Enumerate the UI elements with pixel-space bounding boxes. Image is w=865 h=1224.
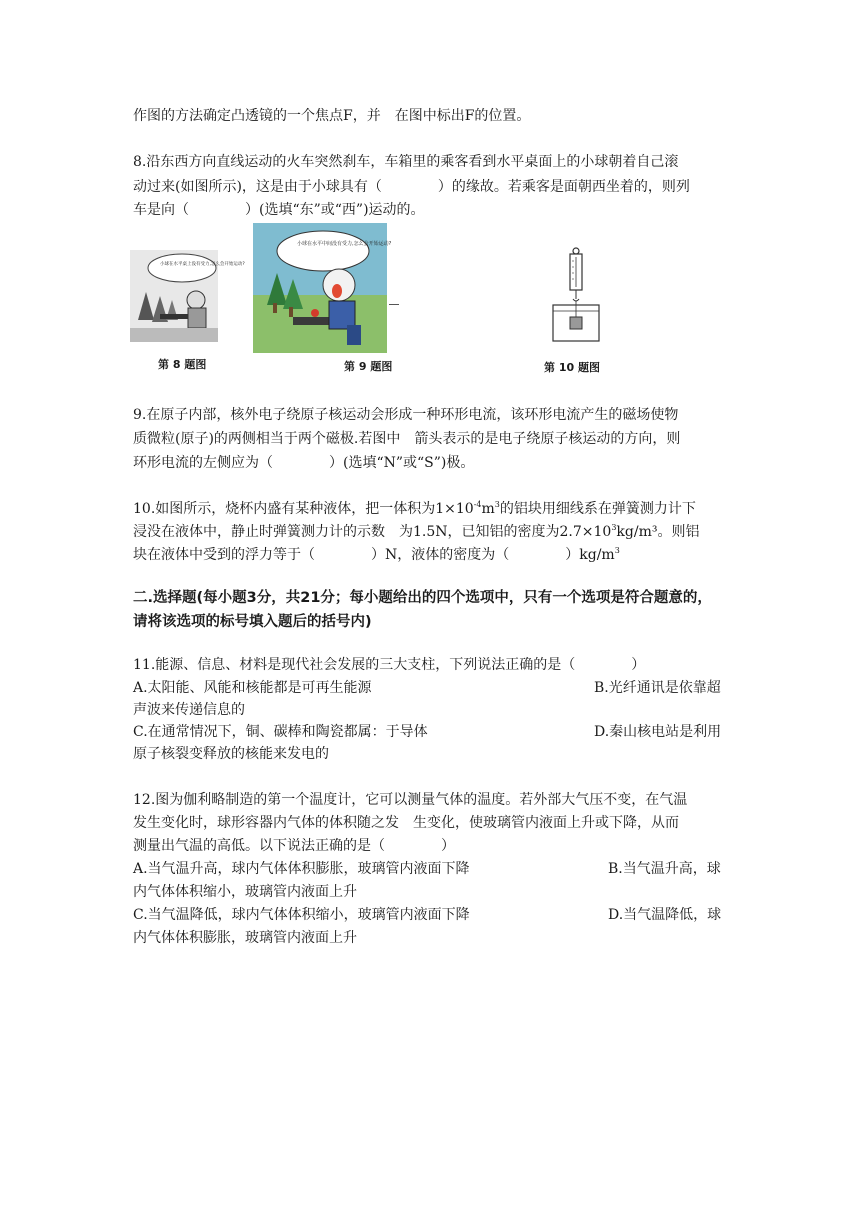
question-8-line-3: 车是向（ ）(选填“东”或“西”)运动的。: [133, 202, 425, 218]
question-9-line-3: 环形电流的左侧应为（ ）(选填“N”或“S”)极。: [133, 455, 475, 471]
question-11-option-d: D.秦山核电站是利用: [594, 724, 722, 740]
figure-8-bubble-text: 小球在水平桌上没有受力,怎么会开始运动?: [160, 262, 245, 267]
question-12-line-3: 测量出气温的高低。以下说法正确的是（ ）: [133, 838, 455, 854]
figure-divider-mark: [389, 304, 399, 305]
question-11-option-b-cont: 声波来传递信息的: [133, 702, 245, 718]
question-8-line-2: 动过来(如图所示)，这是由于小球具有（ ）的缘故。若乘客是面朝西坐着的，则列: [133, 179, 690, 195]
q10-l3-pre: 块在液体中受到的浮力等于（ ）N，液体的密度为（ ）kg/m: [133, 547, 615, 563]
question-11-option-c: C.在通常情况下，铜、碳棒和陶瓷都属：于导体: [133, 724, 428, 740]
figure-10-caption: 第 10 题图: [544, 361, 600, 374]
question-12-line-2: 发生变化时，球形容器内气体的体积随之发 生变化，使玻璃管内液面上升或下降，从而: [133, 815, 679, 831]
question-7-tail: 作图的方法确定凸透镜的一个焦点F，并 在图中标出F的位置。: [133, 108, 531, 124]
question-11-option-a: A.太阳能、风能和核能都是可再生能源: [133, 680, 372, 696]
q10-l3-exp: 3: [614, 546, 620, 555]
q10-l2-pre: 浸没在液体中，静止时弹簧测力计的示数 为1.5N，已知铝的密度为2.7×10: [133, 524, 612, 540]
question-12-option-d: D.当气温降低，球: [608, 907, 722, 923]
q10-l1-unit: m: [481, 501, 495, 517]
question-9-line-1: 9.在原子内部，核外电子绕原子核运动会形成一种环形电流，该环形电流产生的磁场使物: [133, 407, 679, 423]
figure-10-image: [546, 247, 606, 347]
q10-l2-exp: 3: [611, 523, 617, 532]
question-11-option-d-cont: 原子核裂变释放的核能来发电的: [133, 746, 329, 762]
question-10-line-3: [133, 545, 620, 565]
figure-9-image: [253, 223, 392, 353]
question-12-option-b: B.当气温升高，球: [608, 861, 721, 877]
question-12-line-1: 12.图为伽利略制造的第一个温度计，它可以测量气体的温度。若外部大气压不变，在气温: [133, 792, 688, 808]
section-2-heading-line-2: 请将该选项的标号填入题后的括号内): [133, 614, 372, 630]
q10-l1-pre: 10.如图所示，烧杯内盛有某种液体，把一体积为1×10: [133, 501, 474, 517]
question-10-line-2: [133, 522, 699, 542]
figure-8-caption: 第 8 题图: [158, 358, 207, 371]
question-8-line-1: 8.沿东西方向直线运动的火车突然刹车，车箱里的乘客看到水平桌面上的小球朝着自己滚: [133, 154, 679, 170]
figure-9-caption: 第 9 题图: [344, 360, 393, 373]
q10-l2-post: kg/m³。则铝: [616, 524, 700, 540]
question-10-line-1: [133, 499, 696, 519]
question-12-option-b-cont: 内气体体积缩小，玻璃管内液面上升: [133, 884, 357, 900]
question-12-option-c: C.当气温降低，球内气体体积缩小，玻璃管内液面下降: [133, 907, 470, 923]
question-12-option-d-cont: 内气体体积膨胀，玻璃管内液面上升: [133, 930, 357, 946]
question-11-stem: 11.能源、信息、材料是现代社会发展的三大支柱，下列说法正确的是（ ）: [133, 657, 646, 673]
question-9-line-2: 质微粒(原子)的两侧相当于两个磁极.若图中 箭头表示的是电子绕原子核运动的方向，则: [133, 431, 681, 447]
figure-9-bubble-text: 小球在水平中间没有受力,怎么会开始运动?: [297, 241, 392, 247]
q10-l1-unit-exp: 3: [494, 500, 500, 509]
q10-l1-post: 的铝块用细线系在弹簧测力计下: [499, 501, 696, 517]
figure-8-image: [130, 250, 245, 342]
q10-l1-exp: -4: [473, 500, 482, 509]
question-12-option-a: A.当气温升高，球内气体体积膨胀，玻璃管内液面下降: [133, 861, 470, 877]
section-2-heading-line-1: 二.选择题(每小题3分，共21分；每小题给出的四个选项中，只有一个选项是符合题意的，: [133, 590, 712, 606]
question-11-option-b: B.光纤通讯是依靠超: [594, 680, 721, 696]
